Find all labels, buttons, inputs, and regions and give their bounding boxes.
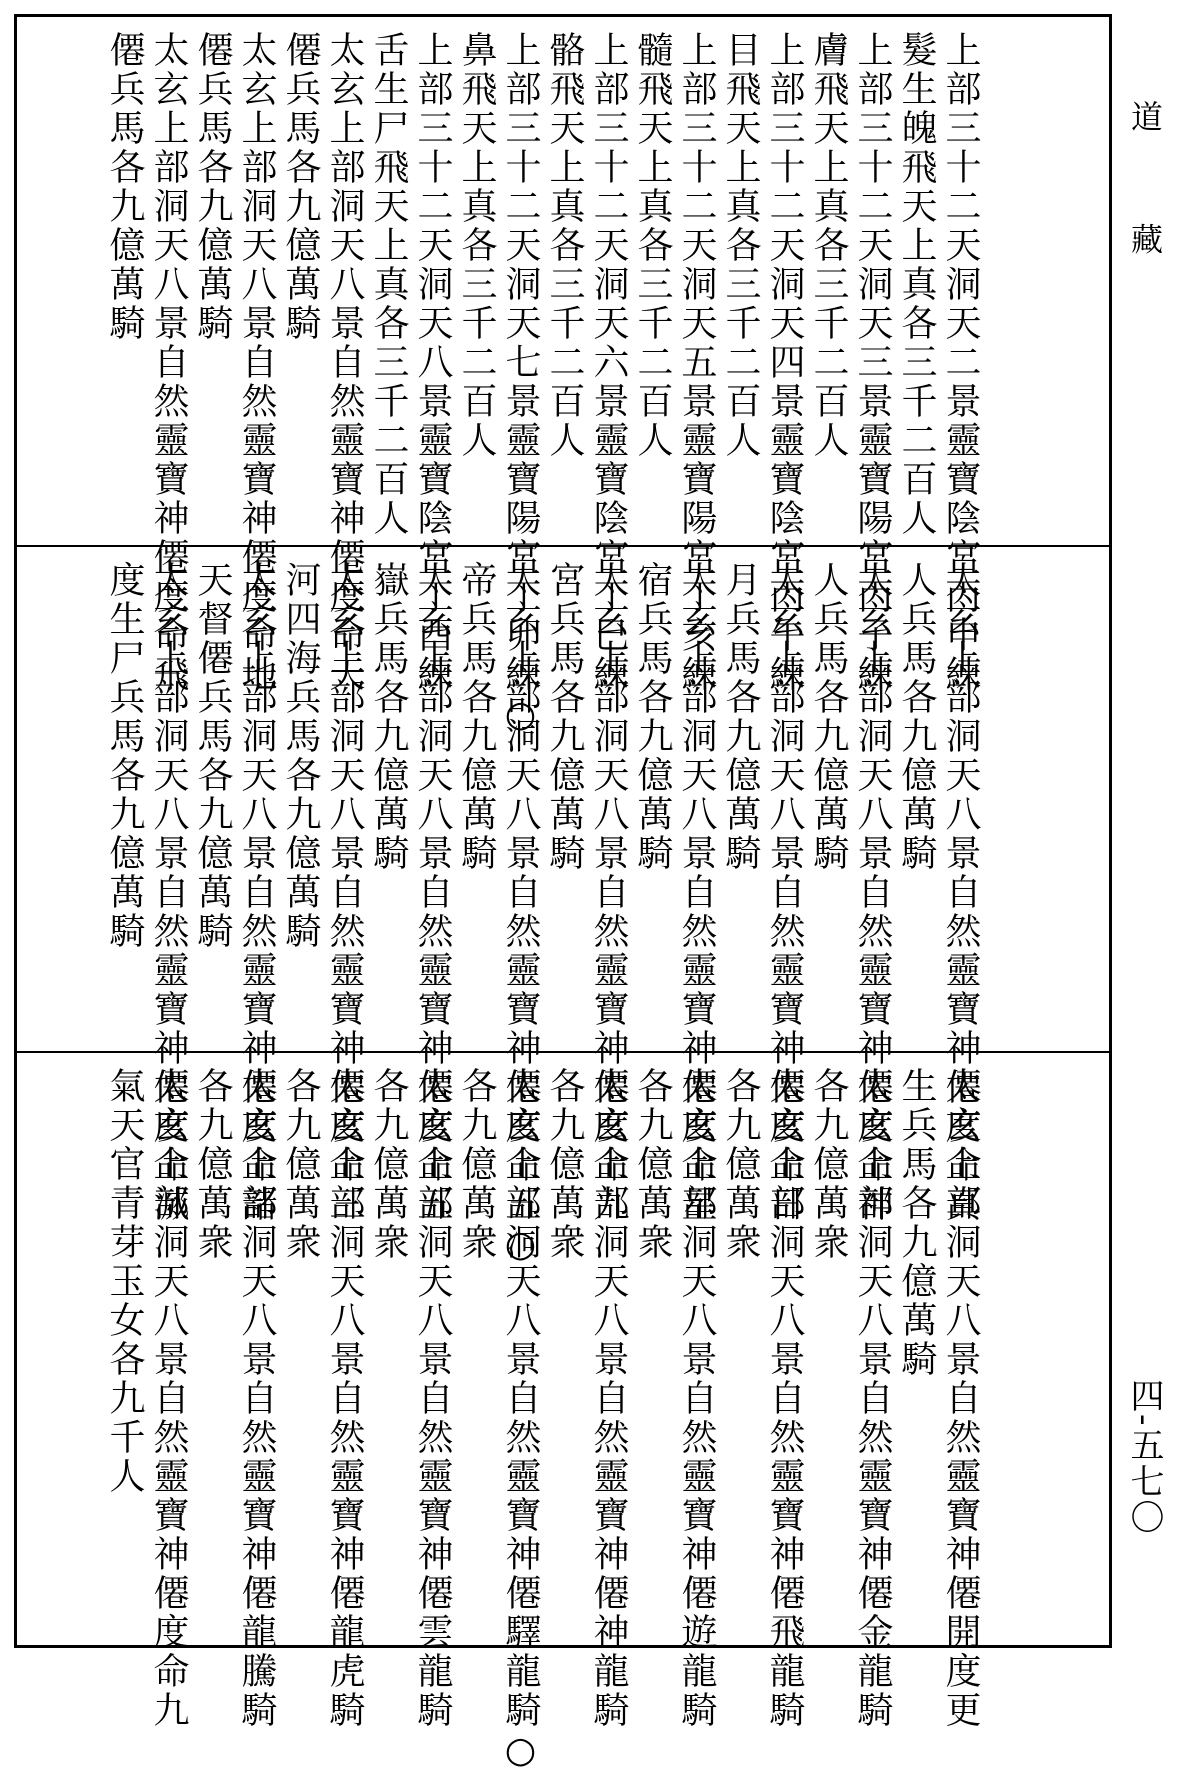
text-column: 天督僊兵馬各九億萬騎 xyxy=(192,561,233,951)
page-number: 四-五七〇 xyxy=(1124,1378,1164,1536)
text-column: 各九億萬衆 xyxy=(280,1067,321,1262)
margin-title xyxy=(1122,100,1168,294)
text-column: 帝兵馬各九億萬騎 xyxy=(456,561,497,873)
text-column: 宿兵馬各九億萬騎 xyxy=(632,561,673,873)
text-column: 太玄上部洞天八景自然靈寶神僊度命天 xyxy=(324,31,365,694)
text-column: 太玄上部洞天八景自然靈寶神僊度命諸 xyxy=(236,561,277,1224)
text-column: 太玄上部洞天八景自然靈寶神僊遊龍騎 xyxy=(676,1067,717,1730)
text-column: 各九億萬衆 xyxy=(720,1067,761,1262)
text-column: 氣天官青芽玉女各九千人 xyxy=(104,1067,145,1496)
text-column: 僊兵馬各九億萬騎 xyxy=(280,31,321,343)
text-column: 太玄上部洞天八景自然靈寶神僊度命五○ xyxy=(500,561,541,1268)
text-column: 太玄上部洞天八景自然靈寶神僊度命日 xyxy=(764,561,805,1224)
register-lower xyxy=(17,1053,1109,1774)
text-column: 太玄上部洞天八景自然靈寶神僊度命九 xyxy=(588,561,629,1224)
text-column: 太玄上部洞天八景自然靈寶神僊度命滅 xyxy=(148,561,189,1224)
margin-title-char: 藏 xyxy=(1126,222,1164,295)
text-column: 各九億萬衆 xyxy=(456,1067,497,1262)
text-column: 太玄上部洞天八景自然靈寶神僊神龍騎 xyxy=(588,1067,629,1730)
text-column: 太玄上部洞天八景自然靈寶神僊龍虎騎 xyxy=(324,1067,365,1730)
text-column: 度生尸兵馬各九億萬騎 xyxy=(104,561,145,951)
text-column: 太玄上部洞天八景自然靈寶神僊開度更 xyxy=(940,1067,981,1730)
text-column: 太玄上部洞天八景自然靈寶神僊飛龍騎 xyxy=(764,1067,805,1730)
text-column: 僊兵馬各九億萬騎 xyxy=(104,31,145,343)
text-column: 太玄上部洞天八景自然靈寶神僊度命飛 xyxy=(148,31,189,694)
text-column: 太玄上部洞天八景自然靈寶神僊驛龍騎○ xyxy=(500,1067,541,1774)
text-column: 太玄上部洞天八景自然靈寶神僊度命九 xyxy=(148,1067,189,1730)
text-column: 太玄上部洞天八景自然靈寶神僊度命星 xyxy=(676,561,717,1224)
text-column: 各九億萬衆 xyxy=(808,1067,849,1262)
margin-title-char: 道 xyxy=(1126,100,1164,172)
text-column: 宮兵馬各九億萬騎 xyxy=(544,561,585,873)
text-column: 生兵馬各九億萬騎 xyxy=(896,1067,937,1379)
text-column: 太玄上部洞天八景自然靈寶神僊金龍騎 xyxy=(852,1067,893,1730)
text-column: 上部三十二天洞天六景靈寶陰宮丁巳練 xyxy=(588,31,629,694)
text-column: 上部三十二天洞天五景靈寶陽宮丁亥練 xyxy=(676,31,717,694)
text-column: 各九億萬衆 xyxy=(192,1067,233,1262)
text-column: 僊兵馬各九億萬騎 xyxy=(192,31,233,343)
text-column: 各九億萬衆 xyxy=(632,1067,673,1262)
text-column: 膚飛天上真各三千二百人 xyxy=(808,31,849,460)
text-column: 上部三十二天洞天四景靈寶陰宮丙午練 xyxy=(764,31,805,694)
text-column: 髮生魄飛天上真各三千二百人 xyxy=(896,31,937,538)
text-column: 髓飛天上真各三千二百人 xyxy=(632,31,673,460)
text-column: 太玄上部洞天八景自然靈寶神僊度命地 xyxy=(236,31,277,694)
text-column: 鼻飛天上真各三千二百人 xyxy=(456,31,497,460)
text-column: 河四海兵馬各九億萬騎 xyxy=(280,561,321,951)
text-column: 人兵馬各九億萬騎 xyxy=(896,561,937,873)
text-column: 太玄上部洞天八景自然靈寶神僊度命神 xyxy=(852,561,893,1224)
text-column: 月兵馬各九億萬騎 xyxy=(720,561,761,873)
page-frame xyxy=(14,14,1112,1774)
text-column: 骼飛天上真各三千二百人 xyxy=(544,31,585,460)
text-column: 太玄上部洞天八景自然靈寶神僊度命真 xyxy=(940,561,981,1224)
text-column: 太玄上部洞天八景自然靈寶神僊龍騰騎 xyxy=(236,1067,277,1730)
text-column: 各九億萬衆 xyxy=(368,1067,409,1262)
text-column: 嶽兵馬各九億萬騎 xyxy=(368,561,409,873)
text-column: 上部三十二天洞天七景靈寶陽宮丁卯練○ xyxy=(500,31,541,738)
text-column: 目飛天上真各三千二百人 xyxy=(720,31,761,460)
text-column: 上部三十二天洞天八景靈寶陰宮丁酉練 xyxy=(412,31,453,694)
text-column: 上部三十二天洞天三景靈寶陽宮丙子練 xyxy=(852,31,893,694)
text-column: 各九億萬衆 xyxy=(544,1067,585,1262)
text-column: 太玄上部洞天八景自然靈寶神僊度命五 xyxy=(412,561,453,1224)
text-column: 太玄上部洞天八景自然靈寶神僊雲龍騎 xyxy=(412,1067,453,1730)
text-column: 舌生尸飛天上真各三千二百人 xyxy=(368,31,409,538)
text-column: 上部三十二天洞天二景靈寶陰宮丙申練 xyxy=(940,31,981,694)
text-column: 人兵馬各九億萬騎 xyxy=(808,561,849,873)
text-column: 太玄上部洞天八景自然靈寶神僊度命三 xyxy=(324,561,365,1224)
